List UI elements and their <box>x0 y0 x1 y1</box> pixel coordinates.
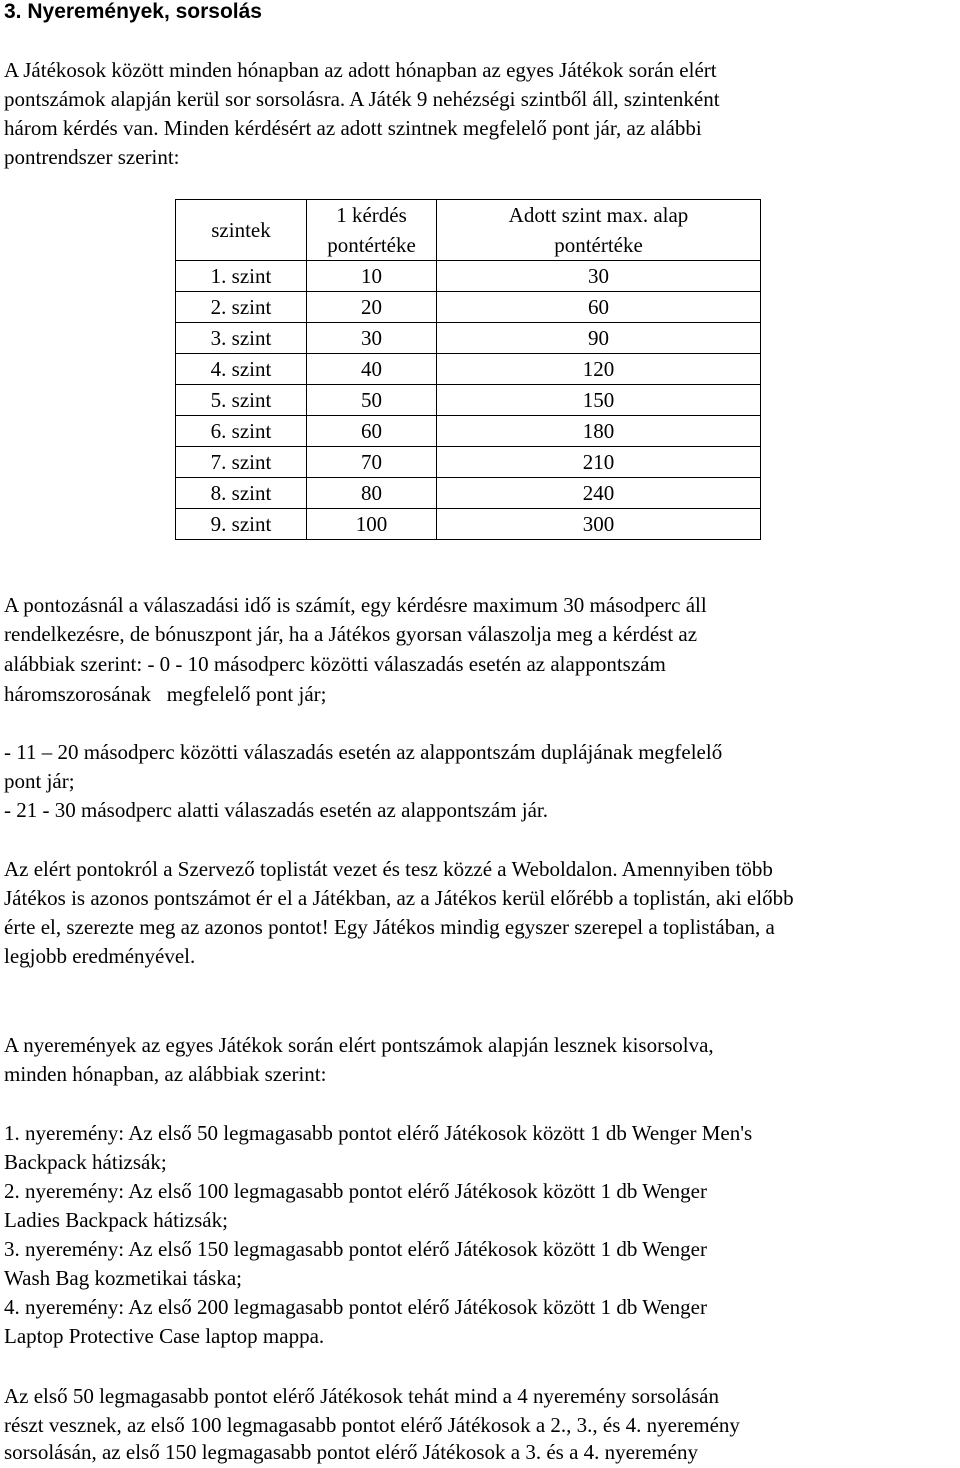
header-level <box>176 200 307 261</box>
header-max <box>437 200 761 261</box>
timing-line: háromszorosának megfelelő pont jár; <box>4 682 327 706</box>
prize-line: Wash Bag kozmetikai táska; <box>4 1266 242 1290</box>
section-title: 3. Nyeremények, sorsolás <box>4 0 262 23</box>
intro-line: három kérdés van. Minden kérdésért az adott szintnek megfelelő pont jár, az alábbi <box>4 116 702 140</box>
prize-line: Ladies Backpack hátizsák; <box>4 1208 228 1232</box>
cell-max: 180 <box>437 416 761 447</box>
table-header-row <box>176 200 761 261</box>
intro-line: pontszámok alapján kerül sor sorsolásra. A Játék 9 nehézségi szintből áll, szintenként <box>4 87 720 111</box>
cell-level: 5. szint <box>176 385 307 416</box>
cell-level: 6. szint <box>176 416 307 447</box>
cell-per-question: 100 <box>307 509 437 540</box>
prizes-intro-line: minden hónapban, az alábbiak szerint: <box>4 1062 327 1086</box>
timing-rule-line: - 21 - 30 másodperc alatti válaszadás esetén az alappontszám jár. <box>4 798 549 822</box>
table-row <box>176 292 761 323</box>
cell-per-question: 10 <box>307 261 437 292</box>
cell-max: 30 <box>437 261 761 292</box>
header-max-line2: pontértéke <box>554 233 643 257</box>
toplist-line: legjobb eredményével. <box>4 944 196 968</box>
cell-level: 7. szint <box>176 447 307 478</box>
closing-line: sorsolásán, az első 150 legmagasabb pontot elérő Játékosok a 3. és a 4. nyeremény <box>4 1440 698 1464</box>
cell-max: 300 <box>437 509 761 540</box>
table-row <box>176 478 761 509</box>
cell-per-question: 40 <box>307 354 437 385</box>
table-row <box>176 447 761 478</box>
prize-line: 3. nyeremény: Az első 150 legmagasabb pontot elérő Játékosok között 1 db Wenger <box>4 1237 707 1261</box>
table-row <box>176 509 761 540</box>
toplist-line: érte el, szerezte meg az azonos pontot! Egy Játékos mindig egyszer szerepel a toplistában, a <box>4 915 775 939</box>
prize-line: 4. nyeremény: Az első 200 legmagasabb pontot elérő Játékosok között 1 db Wenger <box>4 1295 707 1319</box>
header-per-question <box>307 200 437 261</box>
cell-level: 1. szint <box>176 261 307 292</box>
timing-rule-line: - 11 – 20 másodperc közötti válaszadás esetén az alappontszám duplájának megfelelő <box>4 740 723 764</box>
timing-line: A pontozásnál a válaszadási idő is számít, egy kérdésre maximum 30 másodperc áll <box>4 593 707 617</box>
cell-max: 210 <box>437 447 761 478</box>
cell-max: 60 <box>437 292 761 323</box>
cell-max: 150 <box>437 385 761 416</box>
cell-max: 120 <box>437 354 761 385</box>
table-row <box>176 385 761 416</box>
table-row <box>176 354 761 385</box>
cell-max: 240 <box>437 478 761 509</box>
cell-per-question: 50 <box>307 385 437 416</box>
cell-level: 8. szint <box>176 478 307 509</box>
timing-line: rendelkezésre, de bónuszpont jár, ha a Játékos gyorsan válaszolja meg a kérdést az <box>4 622 698 646</box>
cell-per-question: 30 <box>307 323 437 354</box>
cell-level: 2. szint <box>176 292 307 323</box>
toplist-line: Játékos is azonos pontszámot ér el a Játékban, az a Játékos kerül előrébb a toplistán, aki előbb <box>4 886 794 910</box>
points-table <box>175 199 761 540</box>
cell-per-question: 70 <box>307 447 437 478</box>
header-level-label: szintek <box>211 218 271 242</box>
timing-line: alábbiak szerint: - 0 - 10 másodperc közötti válaszadás esetén az alappontszám <box>4 652 666 676</box>
header-per-question-line1: 1 kérdés <box>336 203 407 227</box>
table-row <box>176 416 761 447</box>
cell-level: 9. szint <box>176 509 307 540</box>
timing-rule-line: pont jár; <box>4 769 75 793</box>
cell-max: 90 <box>437 323 761 354</box>
intro-line: pontrendszer szerint: <box>4 145 180 169</box>
header-per-question-line2: pontértéke <box>327 233 416 257</box>
intro-line: A Játékosok között minden hónapban az adott hónapban az egyes Játékok során elért <box>4 58 717 82</box>
prize-line: 2. nyeremény: Az első 100 legmagasabb pontot elérő Játékosok között 1 db Wenger <box>4 1179 707 1203</box>
cell-level: 3. szint <box>176 323 307 354</box>
cell-per-question: 20 <box>307 292 437 323</box>
prize-line: Laptop Protective Case laptop mappa. <box>4 1324 325 1348</box>
closing-line: Az első 50 legmagasabb pontot elérő Játékosok tehát mind a 4 nyeremény sorsolásán <box>4 1384 719 1408</box>
prizes-intro-line: A nyeremények az egyes Játékok során elért pontszámok alapján lesznek kisorsolva, <box>4 1033 714 1057</box>
table-row <box>176 261 761 292</box>
toplist-line: Az elért pontokról a Szervező toplistát vezet és tesz közzé a Weboldalon. Amennyiben több <box>4 857 773 881</box>
header-max-line1: Adott szint max. alap <box>508 203 689 227</box>
cell-per-question: 80 <box>307 478 437 509</box>
cell-per-question: 60 <box>307 416 437 447</box>
closing-line: részt vesznek, az első 100 legmagasabb pontot elérő Játékosok a 2., 3., és 4. nyeremény <box>4 1413 740 1437</box>
prize-line: 1. nyeremény: Az első 50 legmagasabb pontot elérő Játékosok között 1 db Wenger Men's <box>4 1121 753 1145</box>
table-row <box>176 323 761 354</box>
prize-line: Backpack hátizsák; <box>4 1150 167 1174</box>
cell-level: 4. szint <box>176 354 307 385</box>
